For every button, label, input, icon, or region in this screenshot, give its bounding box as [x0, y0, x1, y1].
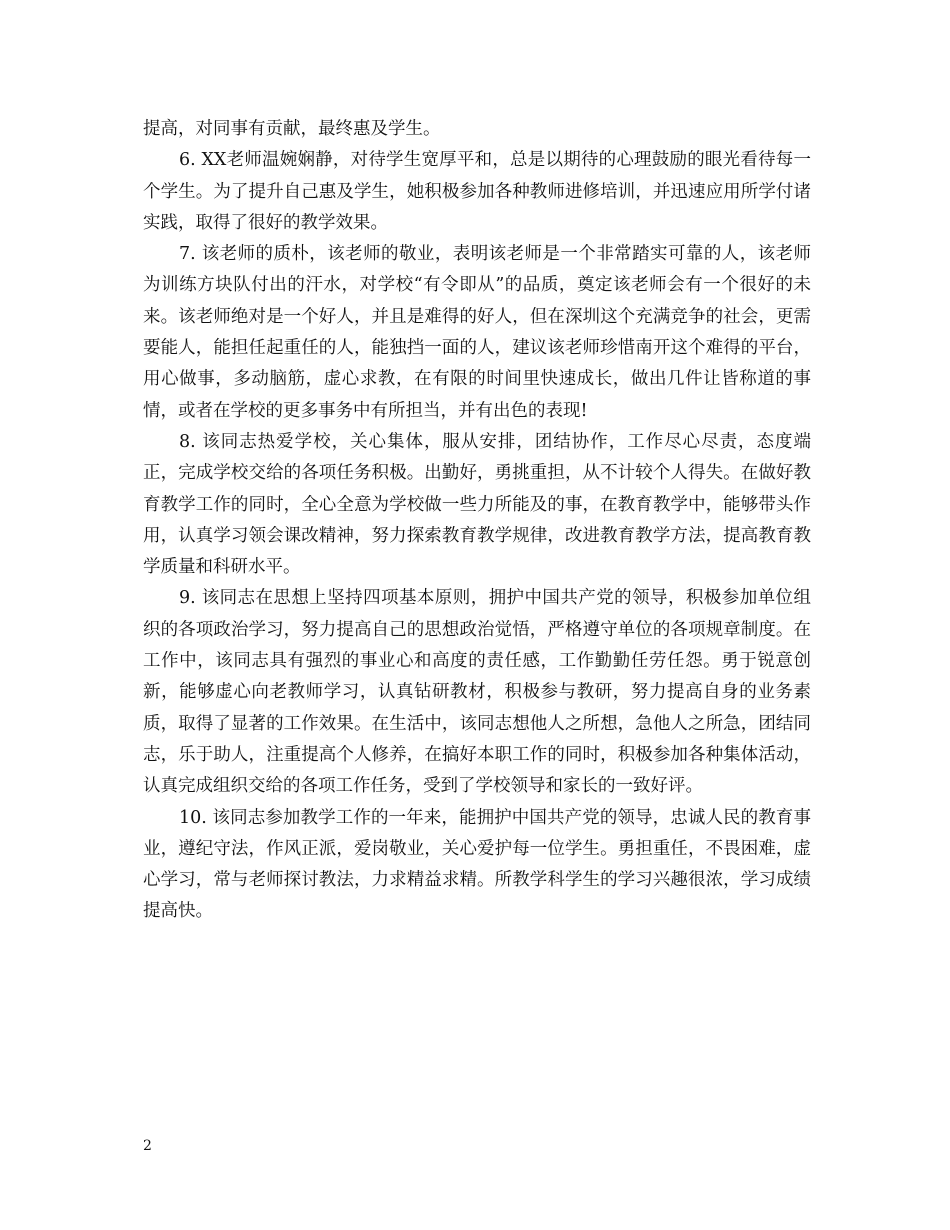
- paragraph-item-8: 8. 该同志热爱学校，关心集体，服从安排，团结协作，工作尽心尽责，态度端正，完成学校交给的各项任务积极。出勤好，勇挑重担，从不计较个人得失。在做好教育教学工作的同时，全心全意为学校做一些力所能及的事，在教育教学中，能够带头作用，认真学习领会课改精神，努力探索教育教学规律，改进教育教学方法，提高教育教学质量和科研水平。: [143, 431, 811, 578]
- paragraph-item-6: 6. XX老师温婉娴静，对待学生宽厚平和，总是以期待的心理鼓励的眼光看待每一个学生。为了提升自己惠及学生，她积极参加各种教师进修培训，并迅速应用所学付诸实践，取得了很好的教学效果。: [143, 150, 811, 233]
- paragraph-continued: 提高，对同事有贡献，最终惠及学生。: [143, 119, 441, 139]
- paragraph-item-9: 9. 该同志在思想上坚持四项基本原则，拥护中国共产党的领导，积极参加单位组织的各项政治学习，努力提高自己的思想政治觉悟，严格遵守单位的各项规章制度。在工作中，该同志具有强烈的事业心和高度的责任感，工作勤勤任劳任怨。勇于锐意创新，能够虚心向老教师学习，认真钻研教材，积极参与教研，努力提高自身的业务素质，取得了显著的工作效果。在生活中，该同志想他人之所想，急他人之所急，团结同志，乐于助人，注重提高个人修养，在搞好本职工作的同时，积极参加各种集体活动，认真完成组织交给的各项工作任务，受到了学校领导和家长的一致好评。: [143, 588, 811, 797]
- document-body: [143, 114, 811, 928]
- page-number: 2: [143, 1138, 152, 1154]
- paragraph-item-10: 10. 该同志参加教学工作的一年来，能拥护中国共产党的领导，忠诚人民的教育事业，遵纪守法，作风正派，爱岗敬业，关心爱护每一位学生。勇担重任，不畏困难，虚心学习，常与老师探讨教法，力求精益求精。所教学科学生的学习兴趣很浓，学习成绩提高快。: [143, 807, 811, 922]
- paragraph-item-7: 7. 该老师的质朴，该老师的敬业，表明该老师是一个非常踏实可靠的人，该老师为训练方块队付出的汗水，对学校“有令即从”的品质，奠定该老师会有一个很好的未来。该老师绝对是一个好人，并且是难得的好人，但在深圳这个充满竞争的社会，更需要能人，能担任起重任的人，能独挡一面的人，建议该老师珍惜南开这个难得的平台，用心做事，多动脑筋，虚心求教，在有限的时间里快速成长，做出几件让皆称道的事情，或者在学校的更多事务中有所担当，并有出色的表现!: [143, 244, 811, 421]
